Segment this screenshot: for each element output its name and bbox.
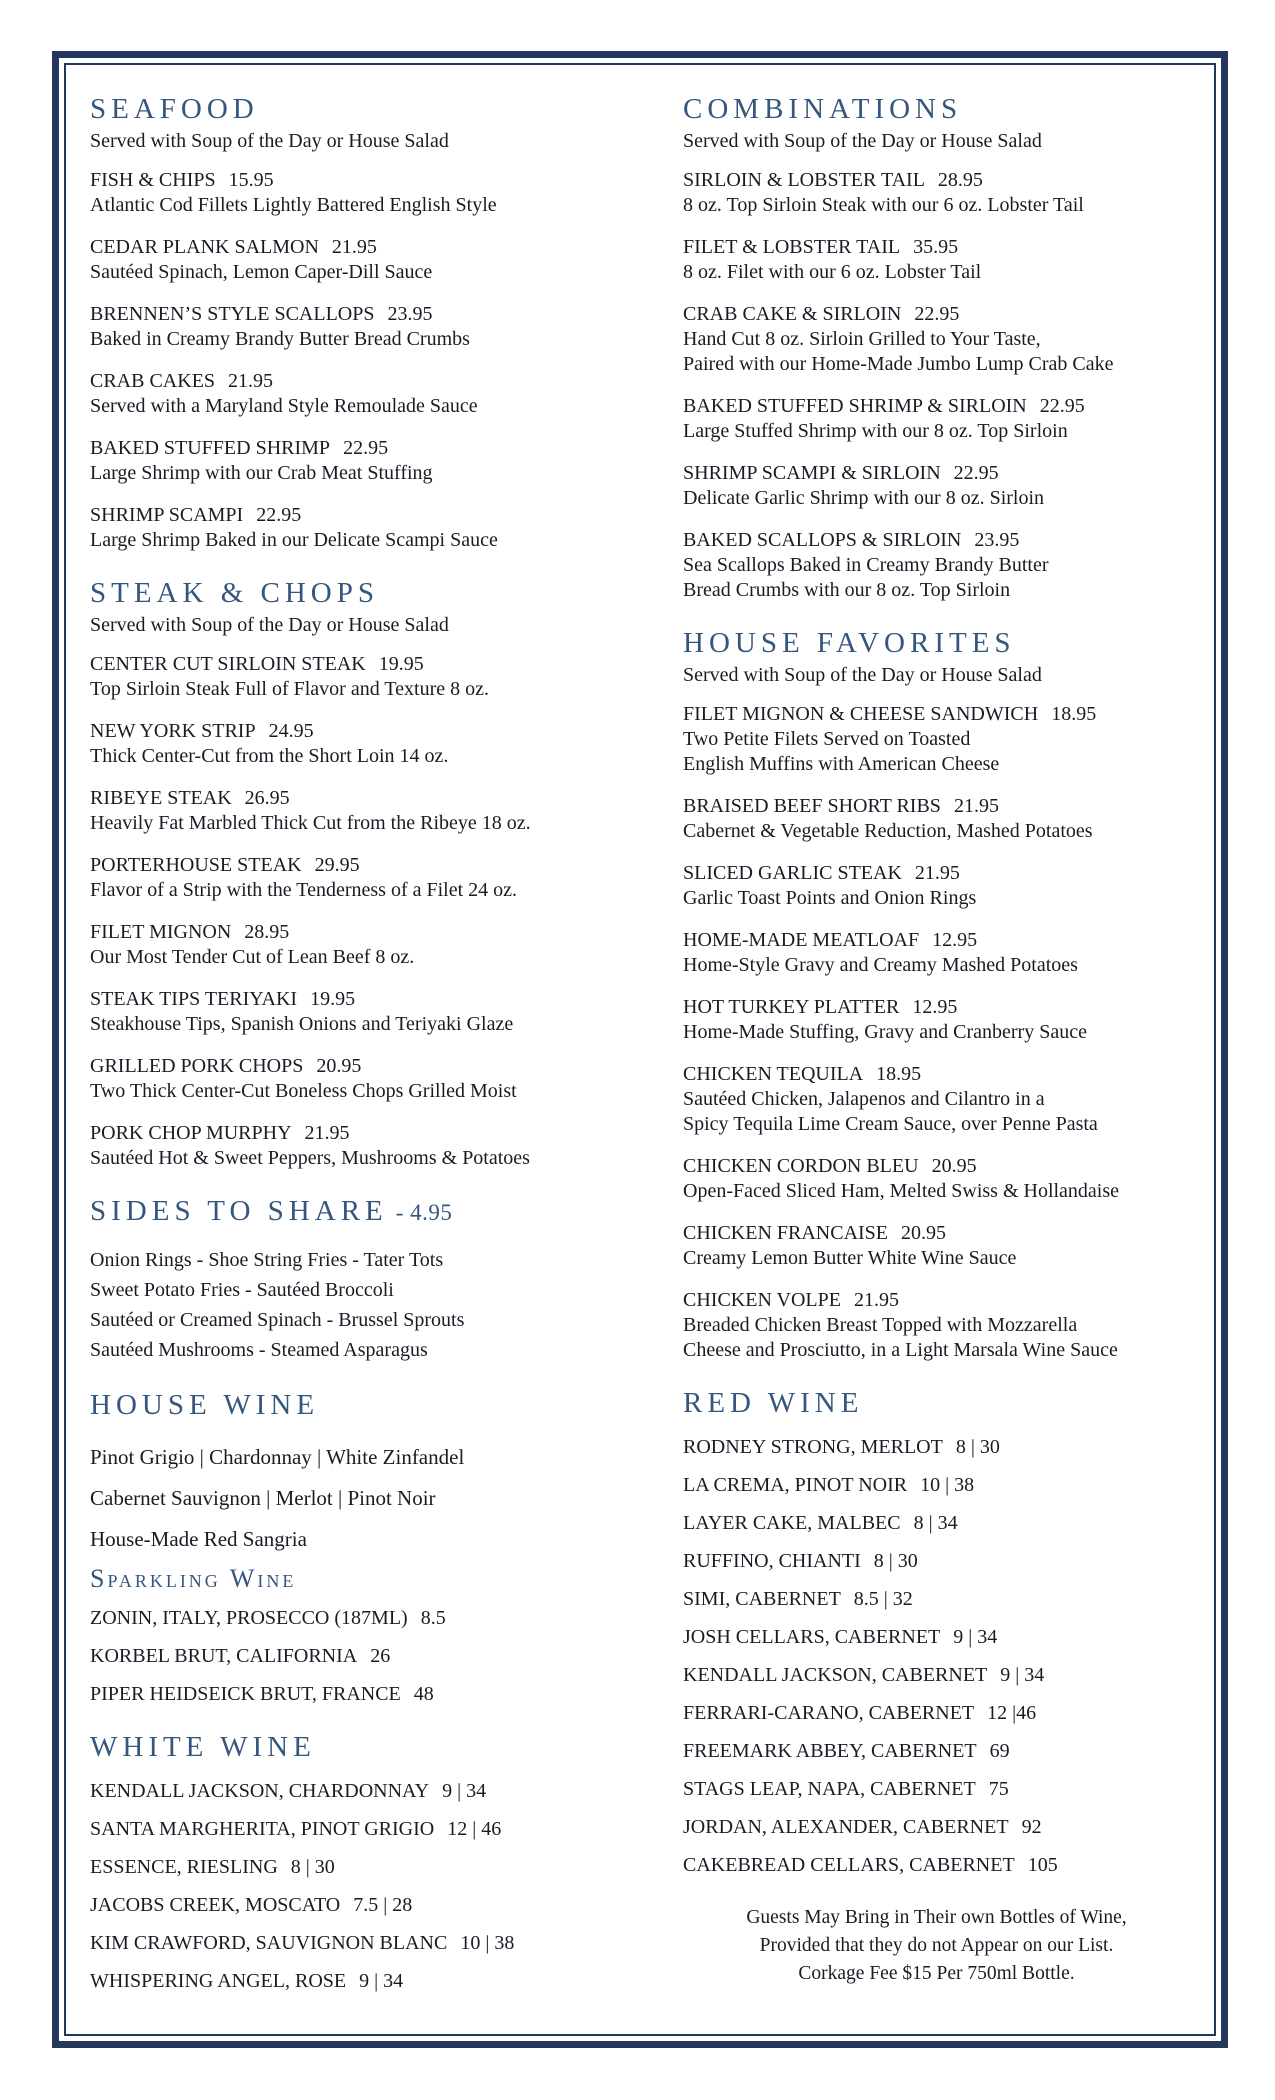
wine-price: 7.5 | 28 [353, 1894, 413, 1916]
menu-item-price: 20.95 [316, 1055, 362, 1077]
menu-item-line [90, 235, 560, 260]
section-white-wine [90, 1729, 560, 1765]
menu-item-desc: Cheese and Prosciutto, in a Light Marsala Wine Sauce [683, 1339, 1118, 1361]
menu-item-desc: Steakhouse Tips, Spanish Onions and Teriyaki Glaze [90, 1013, 514, 1035]
menu-item-desc: Large Stuffed Shrimp with our 8 oz. Top Sirloin [683, 420, 1068, 442]
menu-item-sliced-garlic-steak [683, 861, 1190, 911]
menu-item-name: CEDAR PLANK SALMON [90, 236, 319, 258]
menu-item-name: STEAK TIPS TERIYAKI [90, 988, 298, 1010]
menu-item-line [683, 1154, 1190, 1179]
menu-item-desc: Sea Scallops Baked in Creamy Brandy Butter [683, 554, 1049, 576]
menu-item-line [683, 861, 1190, 886]
menu-item-desc: Sautéed Hot & Sweet Peppers, Mushrooms & Potatoes [90, 1147, 530, 1169]
menu-item-line [683, 461, 1190, 486]
section-title: SEAFOOD [90, 93, 259, 125]
wine-name: KENDALL JACKSON, CABERNET [683, 1664, 988, 1686]
wine-item-freemark-abbey-cabernet [683, 1739, 1190, 1764]
menu-item-price: 22.95 [953, 462, 999, 484]
menu-frame-border [52, 51, 1228, 2048]
menu-item-name: RIBEYE STEAK [90, 787, 232, 809]
menu-item-line [683, 235, 1190, 260]
section-red-wine [683, 1385, 1190, 1421]
wine-item-la-crema-pinot-noir [683, 1473, 1190, 1498]
menu-item-name: HOME-MADE MEATLOAF [683, 929, 920, 951]
menu-item-desc: Heavily Fat Marbled Thick Cut from the Ribeye 18 oz. [90, 812, 531, 834]
wine-item-korbel-brut-california [90, 1644, 560, 1669]
wine-name: KIM CRAWFORD, SAUVIGNON BLANC [90, 1932, 448, 1954]
menu-item-baked-scallops-sirloin [683, 528, 1190, 603]
wine-price: 8 | 30 [873, 1550, 918, 1572]
menu-item-price: 20.95 [901, 1222, 947, 1244]
menu-item-line [90, 302, 560, 327]
wine-name: JACOBS CREEK, MOSCATO [90, 1894, 341, 1916]
wine-price: 75 [988, 1778, 1009, 1800]
menu-item-price: 21.95 [331, 236, 377, 258]
menu-item-desc: Home-Made Stuffing, Gravy and Cranberry Sauce [683, 1021, 1087, 1043]
wine-price: 26 [370, 1645, 391, 1667]
menu-item-price: 20.95 [931, 1155, 977, 1177]
wine-name: LAYER CAKE, MALBEC [683, 1512, 901, 1534]
menu-item-desc: Top Sirloin Steak Full of Flavor and Texture 8 oz. [90, 678, 490, 700]
menu-item-filet-mignon [90, 920, 560, 970]
menu-item-line [90, 369, 560, 394]
menu-item-desc: Our Most Tender Cut of Lean Beef 8 oz. [90, 946, 415, 968]
section-house-favorites [683, 625, 1190, 688]
wine-item-josh-cellars-cabernet [683, 1625, 1190, 1650]
menu-item-line [90, 920, 560, 945]
wine-price: 12 |46 [987, 1702, 1037, 1724]
wine-name: KORBEL BRUT, CALIFORNIA [90, 1645, 358, 1667]
menu-item-line [90, 168, 560, 193]
wine-name: RUFFINO, CHIANTI [683, 1550, 861, 1572]
menu-item-line [683, 794, 1190, 819]
menu-item-desc: Delicate Garlic Shrimp with our 8 oz. Sirloin [683, 487, 1045, 509]
menu-item-name: BAKED STUFFED SHRIMP & SIRLOIN [683, 395, 1027, 417]
menu-item-price: 22.95 [343, 437, 389, 459]
menu-item-name: SIRLOIN & LOBSTER TAIL [683, 169, 925, 191]
menu-item-line [683, 995, 1190, 1020]
menu-item-desc: Bread Crumbs with our 8 oz. Top Sirloin [683, 579, 1011, 601]
menu-item-name: CRAB CAKE & SIRLOIN [683, 303, 902, 325]
menu-item-price: 24.95 [268, 720, 314, 742]
section-heading [90, 1193, 560, 1231]
wine-item-kendall-jackson-chardonnay [90, 1779, 560, 1804]
menu-item-price: 15.95 [228, 169, 274, 191]
subsection-heading-sparkling-wine: Sparkling Wine [90, 1564, 297, 1593]
wine-price: 48 [413, 1683, 434, 1705]
section-title: HOUSE WINE [90, 1389, 320, 1421]
menu-item-name: SLICED GARLIC STEAK [683, 862, 902, 884]
wine-price: 8.5 | 32 [853, 1588, 913, 1610]
menu-item-name: FISH & CHIPS [90, 169, 216, 191]
section-house-wine [90, 1387, 560, 1423]
menu-item-pork-chop-murphy [90, 1121, 560, 1171]
section-subtitle: Served with Soup of the Day or House Salad [683, 130, 1042, 152]
section-title: STEAK & CHOPS [90, 577, 379, 609]
menu-item-desc: English Muffins with American Cheese [683, 753, 1000, 775]
text-line: Onion Rings - Shoe String Fries - Tater Tots [90, 1249, 444, 1271]
menu-item-desc: Atlantic Cod Fillets Lightly Battered English Style [90, 194, 497, 216]
menu-item-line [683, 1221, 1190, 1246]
menu-item-name: CHICKEN TEQUILA [683, 1063, 864, 1085]
menu-item-new-york-strip [90, 719, 560, 769]
text-line: Cabernet Sauvignon | Merlot | Pinot Noir [90, 1486, 436, 1510]
section-title: COMBINATIONS [683, 93, 963, 125]
wine-name: ZONIN, ITALY, PROSECCO (187ML) [90, 1607, 408, 1629]
menu-item-desc: Cabernet & Vegetable Reduction, Mashed Potatoes [683, 820, 1093, 842]
section-title: SIDES TO SHARE [90, 1195, 388, 1227]
text-line-group [90, 1245, 560, 1365]
menu-item-desc: Paired with our Home-Made Jumbo Lump Crab Cake [683, 353, 1114, 375]
menu-item-ribeye-steak [90, 786, 560, 836]
note-line: Provided that they do not Appear on our List. [759, 1935, 1114, 1956]
menu-item-price: 19.95 [378, 653, 424, 675]
menu-item-baked-stuffed-shrimp [90, 436, 560, 486]
wine-item-santa-margherita-pinot-grigio [90, 1817, 560, 1842]
wine-name: STAGS LEAP, NAPA, CABERNET [683, 1778, 976, 1800]
wine-price: 8 | 30 [290, 1856, 335, 1878]
menu-item-line [683, 1288, 1190, 1313]
menu-item-crab-cakes [90, 369, 560, 419]
menu-columns [66, 65, 1214, 2034]
section-combinations [683, 91, 1190, 154]
wine-item-ferrari-carano-cabernet [683, 1701, 1190, 1726]
section-heading [90, 1387, 560, 1423]
wine-price: 92 [1021, 1816, 1042, 1838]
menu-item-name: CHICKEN VOLPE [683, 1289, 841, 1311]
note-line: Guests May Bring in Their own Bottles of Wine, [746, 1907, 1127, 1928]
menu-item-desc: Spicy Tequila Lime Cream Sauce, over Penne Pasta [683, 1113, 1098, 1135]
menu-item-steak-tips-teriyaki [90, 987, 560, 1037]
wine-item-ruffino-chianti [683, 1549, 1190, 1574]
menu-item-name: CHICKEN FRANCAISE [683, 1222, 889, 1244]
wine-price: 8.5 [420, 1607, 446, 1629]
text-line: Sautéed or Creamed Spinach - Brussel Sprouts [90, 1309, 465, 1331]
section-subtitle: Served with Soup of the Day or House Salad [90, 130, 449, 152]
text-line: Sweet Potato Fries - Sautéed Broccoli [90, 1279, 394, 1301]
menu-item-price: 18.95 [1051, 703, 1097, 725]
menu-item-desc: Hand Cut 8 oz. Sirloin Grilled to Your Taste, [683, 328, 1041, 350]
menu-item-desc: Home-Style Gravy and Creamy Mashed Potatoes [683, 954, 1078, 976]
wine-item-kim-crawford-sauvignon-blanc [90, 1931, 560, 1956]
menu-item-desc: Open-Faced Sliced Ham, Melted Swiss & Hollandaise [683, 1180, 1120, 1202]
menu-item-price: 28.95 [937, 169, 983, 191]
wine-price: 10 | 38 [920, 1474, 975, 1496]
menu-item-price: 22.95 [256, 504, 302, 526]
menu-item-price: 12.95 [912, 996, 958, 1018]
menu-item-fish-chips [90, 168, 560, 218]
section-sides-to-share [90, 1193, 560, 1231]
menu-item-chicken-francaise [683, 1221, 1190, 1271]
menu-item-desc: Sautéed Spinach, Lemon Caper-Dill Sauce [90, 261, 433, 283]
menu-item-porterhouse-steak [90, 853, 560, 903]
wine-item-piper-heidseick-brut-france [90, 1682, 560, 1707]
menu-item-line [683, 928, 1190, 953]
wine-price: 69 [989, 1740, 1010, 1762]
menu-item-cedar-plank-salmon [90, 235, 560, 285]
menu-item-desc: Large Shrimp Baked in our Delicate Scampi Sauce [90, 529, 498, 551]
menu-item-line [683, 702, 1190, 727]
wine-item-essence-riesling [90, 1855, 560, 1880]
menu-item-price: 12.95 [932, 929, 978, 951]
wine-price: 8 | 34 [913, 1512, 958, 1534]
wine-item-jordan-alexander-cabernet [683, 1815, 1190, 1840]
menu-item-name: BRAISED BEEF SHORT RIBS [683, 795, 941, 817]
menu-item-price: 21.95 [953, 795, 999, 817]
wine-price: 9 | 34 [359, 1970, 404, 1992]
menu-item-name: FILET MIGNON & CHEESE SANDWICH [683, 703, 1039, 725]
menu-item-chicken-cordon-bleu [683, 1154, 1190, 1204]
wine-name: FREEMARK ABBEY, CABERNET [683, 1740, 977, 1762]
menu-item-name: SHRIMP SCAMPI [90, 504, 244, 526]
menu-item-price: 19.95 [310, 988, 356, 1010]
menu-item-line [683, 394, 1190, 419]
menu-item-hot-turkey-platter [683, 995, 1190, 1045]
menu-item-name: BRENNEN’S STYLE SCALLOPS [90, 303, 375, 325]
wine-price: 105 [1027, 1854, 1058, 1876]
menu-item-price: 21.95 [228, 370, 274, 392]
menu-item-desc: Breaded Chicken Breast Topped with Mozzarella [683, 1314, 1078, 1336]
menu-item-filet-mignon-cheese-sandwich [683, 702, 1190, 777]
menu-item-price: 22.95 [914, 303, 960, 325]
menu-item-crab-cake-sirloin [683, 302, 1190, 377]
menu-item-line [90, 1054, 560, 1079]
menu-item-chicken-volpe [683, 1288, 1190, 1363]
menu-item-baked-stuffed-shrimp-sirloin [683, 394, 1190, 444]
section-heading [683, 1385, 1190, 1421]
section-heading [683, 91, 1190, 127]
wine-name: LA CREMA, PINOT NOIR [683, 1474, 908, 1496]
menu-item-desc: Baked in Creamy Brandy Butter Bread Crumbs [90, 328, 470, 350]
menu-item-line [90, 503, 560, 528]
menu-item-name: BAKED STUFFED SHRIMP [90, 437, 331, 459]
menu-item-desc: 8 oz. Filet with our 6 oz. Lobster Tail [683, 261, 982, 283]
wine-price: 8 | 30 [955, 1436, 1000, 1458]
wine-name: CAKEBREAD CELLARS, CABERNET [683, 1854, 1015, 1876]
menu-item-desc: Creamy Lemon Butter White Wine Sauce [683, 1247, 1017, 1269]
section-subtitle: Served with Soup of the Day or House Salad [90, 614, 449, 636]
text-line: House-Made Red Sangria [90, 1527, 307, 1551]
section-heading [90, 1729, 560, 1765]
menu-item-price: 23.95 [974, 529, 1020, 551]
wine-name: JORDAN, ALEXANDER, CABERNET [683, 1816, 1009, 1838]
menu-item-desc: Two Petite Filets Served on Toasted [683, 728, 971, 750]
menu-item-name: FILET MIGNON [90, 921, 232, 943]
menu-item-grilled-pork-chops [90, 1054, 560, 1104]
menu-item-desc: Two Thick Center-Cut Boneless Chops Grilled Moist [90, 1080, 517, 1102]
menu-item-price: 22.95 [1039, 395, 1085, 417]
menu-item-name: HOT TURKEY PLATTER [683, 996, 900, 1018]
wine-name: FERRARI-CARANO, CABERNET [683, 1702, 975, 1724]
menu-item-name: PORTERHOUSE STEAK [90, 854, 302, 876]
menu-item-desc: Thick Center-Cut from the Short Loin 14 oz. [90, 745, 449, 767]
wine-item-whispering-angel-rose [90, 1969, 560, 1994]
menu-item-name: FILET & LOBSTER TAIL [683, 236, 901, 258]
section-title: WHITE WINE [90, 1731, 316, 1763]
menu-item-line [90, 652, 560, 677]
section-seafood [90, 91, 560, 154]
menu-item-name: NEW YORK STRIP [90, 720, 256, 742]
menu-item-desc: Garlic Toast Points and Onion Rings [683, 887, 977, 909]
section-title: HOUSE FAVORITES [683, 627, 1016, 659]
wine-price: 12 | 46 [447, 1818, 502, 1840]
menu-item-line [90, 719, 560, 744]
menu-item-line [683, 302, 1190, 327]
menu-item-desc: Served with a Maryland Style Remoulade Sauce [90, 395, 478, 417]
menu-item-desc: Sautéed Chicken, Jalapenos and Cilantro in a [683, 1088, 1045, 1110]
menu-column-right [683, 91, 1190, 2034]
menu-item-chicken-tequila [683, 1062, 1190, 1137]
menu-item-home-made-meatloaf [683, 928, 1190, 978]
wine-item-kendall-jackson-cabernet [683, 1663, 1190, 1688]
menu-item-center-cut-sirloin-steak [90, 652, 560, 702]
section-heading [90, 575, 560, 611]
menu-item-desc: 8 oz. Top Sirloin Steak with our 6 oz. Lobster Tail [683, 194, 1084, 216]
section-price-suffix: - 4.95 [395, 1200, 453, 1225]
note-line: Corkage Fee $15 Per 750ml Bottle. [798, 1963, 1075, 1984]
menu-item-line [90, 786, 560, 811]
menu-item-name: CRAB CAKES [90, 370, 216, 392]
section-subtitle: Served with Soup of the Day or House Salad [683, 664, 1042, 686]
menu-item-name: GRILLED PORK CHOPS [90, 1055, 304, 1077]
menu-item-price: 23.95 [387, 303, 433, 325]
section-title: RED WINE [683, 1387, 864, 1419]
menu-item-name: CHICKEN CORDON BLEU [683, 1155, 919, 1177]
wine-name: JOSH CELLARS, CABERNET [683, 1626, 941, 1648]
menu-item-price: 26.95 [244, 787, 290, 809]
menu-item-name: SHRIMP SCAMPI & SIRLOIN [683, 462, 941, 484]
menu-item-price: 21.95 [304, 1122, 350, 1144]
section-heading [683, 625, 1190, 661]
menu-item-desc: Flavor of a Strip with the Tenderness of a Filet 24 oz. [90, 879, 518, 901]
menu-item-filet-lobster-tail [683, 235, 1190, 285]
menu-item-price: 35.95 [913, 236, 959, 258]
menu-item-shrimp-scampi [90, 503, 560, 553]
wine-item-stags-leap-napa-cabernet [683, 1777, 1190, 1802]
wine-name: PIPER HEIDSEICK BRUT, FRANCE [90, 1683, 401, 1705]
menu-item-price: 21.95 [853, 1289, 899, 1311]
byo-wine-note [683, 1904, 1190, 1988]
section-steak-chops [90, 575, 560, 638]
wine-item-cakebread-cellars-cabernet [683, 1853, 1190, 1878]
wine-name: SANTA MARGHERITA, PINOT GRIGIO [90, 1818, 435, 1840]
wine-name: ESSENCE, RIESLING [90, 1856, 278, 1878]
wine-item-zonin-italy-prosecco-187ml [90, 1606, 560, 1631]
menu-item-name: BAKED SCALLOPS & SIRLOIN [683, 529, 962, 551]
menu-item-braised-beef-short-ribs [683, 794, 1190, 844]
menu-item-line [90, 1121, 560, 1146]
wine-item-simi-cabernet [683, 1587, 1190, 1612]
wine-name: WHISPERING ANGEL, ROSE [90, 1970, 347, 1992]
wine-name: RODNEY STRONG, MERLOT [683, 1436, 943, 1458]
menu-item-shrimp-scampi-sirloin [683, 461, 1190, 511]
menu-frame-inner-border [64, 63, 1216, 2036]
wine-item-layer-cake-malbec [683, 1511, 1190, 1536]
menu-item-line [683, 1062, 1190, 1087]
wine-price: 9 | 34 [442, 1780, 487, 1802]
wine-name: KENDALL JACKSON, CHARDONNAY [90, 1780, 430, 1802]
menu-item-price: 18.95 [876, 1063, 922, 1085]
menu-item-line [683, 168, 1190, 193]
text-line: Pinot Grigio | Chardonnay | White Zinfandel [90, 1445, 465, 1469]
menu-item-sirloin-lobster-tail [683, 168, 1190, 218]
menu-item-line [90, 853, 560, 878]
menu-item-price: 29.95 [314, 854, 360, 876]
wine-price: 10 | 38 [460, 1932, 515, 1954]
section-heading [90, 91, 560, 127]
menu-item-brennen-s-style-scallops [90, 302, 560, 352]
menu-item-line [90, 987, 560, 1012]
menu-item-price: 28.95 [244, 921, 290, 943]
wine-price: 9 | 34 [1000, 1664, 1045, 1686]
menu-item-line [683, 528, 1190, 553]
menu-item-price: 21.95 [914, 862, 960, 884]
text-line-group [90, 1437, 560, 1560]
menu-item-desc: Large Shrimp with our Crab Meat Stuffing [90, 462, 433, 484]
text-line: Sautéed Mushrooms - Steamed Asparagus [90, 1339, 428, 1361]
wine-name: SIMI, CABERNET [683, 1588, 841, 1610]
wine-price: 9 | 34 [953, 1626, 998, 1648]
menu-column-left [90, 91, 560, 2034]
wine-item-jacobs-creek-moscato [90, 1893, 560, 1918]
wine-item-rodney-strong-merlot [683, 1435, 1190, 1460]
menu-item-name: PORK CHOP MURPHY [90, 1122, 292, 1144]
menu-item-line [90, 436, 560, 461]
menu-item-name: CENTER CUT SIRLOIN STEAK [90, 653, 366, 675]
